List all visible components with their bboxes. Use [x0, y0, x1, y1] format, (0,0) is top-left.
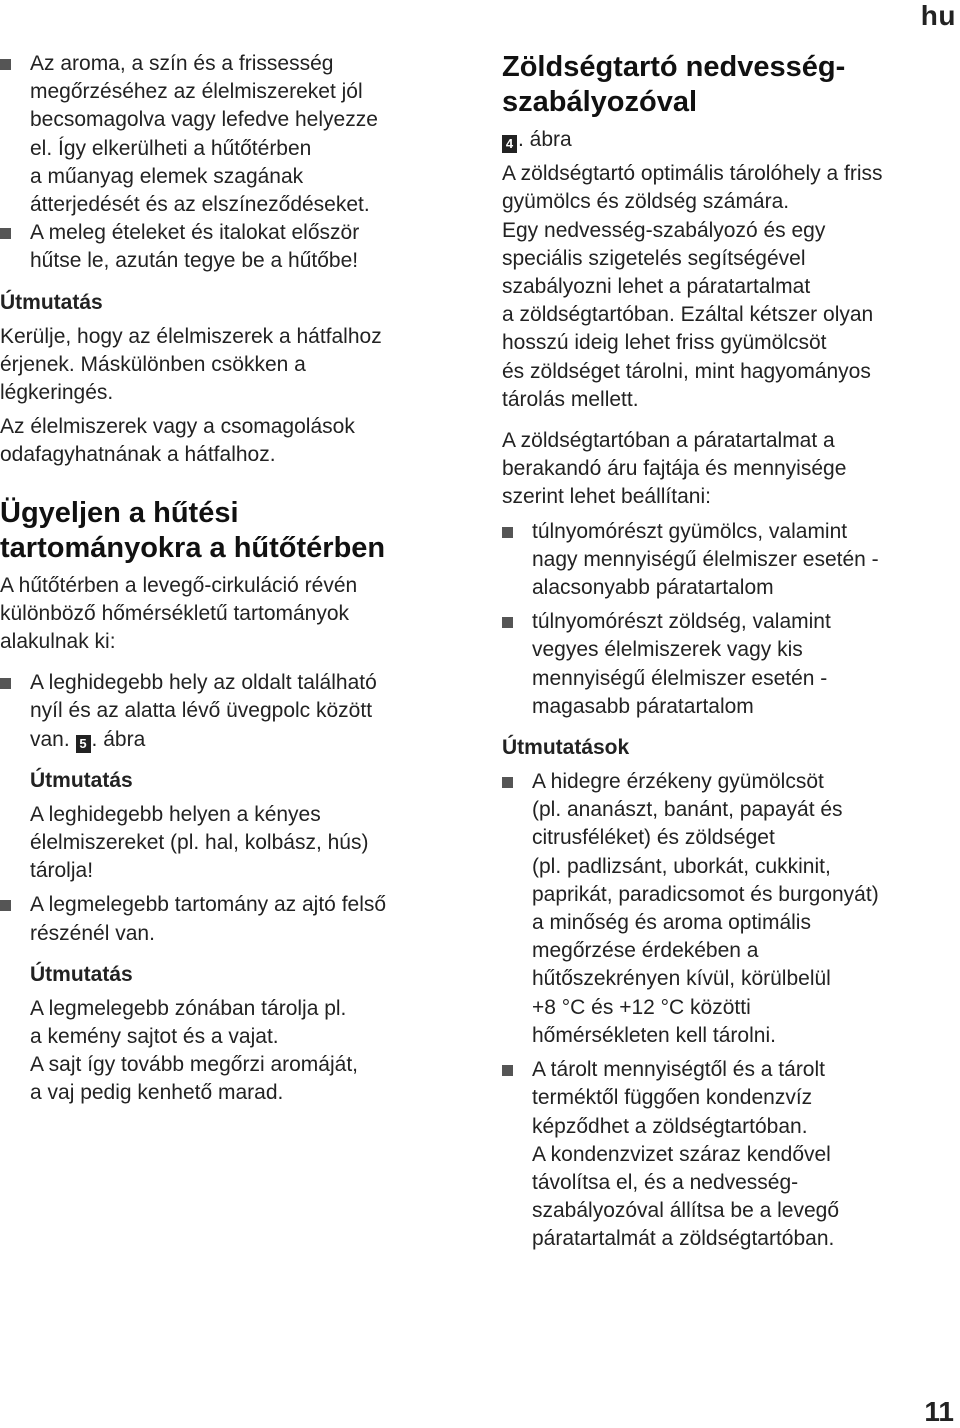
note-heading: Útmutatás: [0, 290, 103, 314]
text-line: túlnyomórészt gyümölcs, valamint: [532, 519, 848, 543]
section-intro: [0, 572, 468, 657]
figure-number-badge: 5: [76, 735, 91, 753]
heading-line: Ügyeljen a hűtési: [0, 496, 239, 529]
text-line: A legmelegebb zónában tárolja pl.: [30, 996, 347, 1020]
text-line: A legmelegebb tartomány az ajtó felső: [30, 893, 387, 917]
note-paragraph: [0, 413, 468, 469]
text-line: Egy nedvesség-szabályozó és egy: [502, 218, 826, 242]
heading-line: Zöldségtartó nedvesség-: [502, 51, 846, 83]
text-line: érjenek. Máskülönben csökken a: [0, 352, 306, 376]
section-heading: [502, 50, 960, 120]
text-line: alakulnak ki:: [0, 630, 116, 654]
text-line: A hidegre érzékeny gyümölcsöt: [532, 770, 824, 794]
text-line: és zöldséget tárolni, mint hagyományos: [502, 359, 871, 383]
text-line: Az aroma, a szín és a frissesség: [30, 52, 334, 75]
text-line: légkeringés.: [0, 381, 114, 405]
text-line: citrusféléket) és zöldséget: [532, 826, 775, 850]
text-line: mennyiségű élelmiszer esetén -: [532, 666, 828, 690]
figure-number-badge: 4: [502, 135, 517, 153]
text-line: vegyes élelmiszerek vagy kis: [532, 638, 803, 662]
bullet-coldest-place: [0, 669, 468, 754]
text-line: szerint lehet beállítani:: [502, 485, 711, 509]
text-line: hosszú ideig lehet friss gyümölcsöt: [502, 331, 827, 355]
text-line: a vaj pedig kenhető marad.: [30, 1081, 284, 1105]
heading-line: tartományokra a hűtőtérben: [0, 531, 386, 564]
text-line: A zöldségtartóban a páratartalmat a: [502, 429, 835, 453]
right-column: [502, 50, 960, 1254]
bullet-packaging: [0, 50, 468, 219]
bullet-vegetable-humidity: [502, 608, 960, 721]
note-heading: Útmutatás: [30, 768, 133, 792]
bullet-condensation: [502, 1056, 960, 1253]
bullet-warm-food: [0, 219, 468, 275]
text-line: A zöldségtartó optimális tárolóhely a friss: [502, 162, 883, 186]
text-line: nyíl és az alatta lévő üvegpolc között: [30, 699, 373, 723]
text-line: túlnyomórészt zöldség, valamint: [532, 610, 831, 634]
note-paragraph: [0, 323, 468, 408]
text-line: megőrzése érdekében a: [532, 939, 759, 963]
notes-heading: Útmutatások: [502, 736, 630, 760]
text-line: szabályozóval állítsa be a levegő: [532, 1199, 840, 1223]
text-line: (pl. padlizsánt, uborkát, cukkinit,: [532, 854, 831, 878]
indented-note: [0, 767, 468, 886]
text-line: tárolja!: [30, 859, 94, 883]
text-line: képződhet a zöldségtartóban.: [532, 1114, 808, 1138]
language-code: hu: [920, 0, 956, 31]
bullet-warmest-place: [0, 891, 468, 947]
text-line: hűtőszekrényen kívül, körülbelül: [532, 967, 831, 991]
text-line: magasabb páratartalom: [532, 694, 754, 718]
paragraph: [502, 427, 960, 512]
heading-line: szabályozóval: [502, 86, 698, 118]
text-line: A tárolt mennyiségtől és a tárolt: [532, 1058, 825, 1082]
note-heading: Útmutatás: [30, 962, 133, 986]
text-line: Az élelmiszerek vagy a csomagolások: [0, 415, 355, 439]
text-fragment: van.: [30, 727, 70, 751]
text-line: odafagyhatnának a hátfalhoz.: [0, 443, 276, 467]
text-line: átterjedését és az elszíneződéseket.: [30, 193, 370, 217]
text-line: a zöldségtartóban. Ezáltal kétszer olyan: [502, 303, 874, 327]
text-line: A leghidegebb helyen a kényes: [30, 802, 321, 826]
text-line: gyümölcs és zöldség számára.: [502, 190, 790, 214]
text-line: A hűtőtérben a levegő-cirkuláció révén: [0, 573, 358, 597]
text-line: paprikát, paradicsomot és burgonyát): [532, 882, 879, 906]
text-line: +8 °C és +12 °C közötti: [532, 995, 751, 1019]
text-line: különböző hőmérsékletű tartományok: [0, 601, 350, 625]
text-line: nagy mennyiségű élelmiszer esetén -: [532, 547, 879, 571]
bullet-fruit-humidity: [502, 518, 960, 603]
text-line: terméktől függően kondenzvíz: [532, 1086, 813, 1110]
text-line: távolítsa el, és a nedvesség-: [532, 1170, 799, 1194]
text-line: el. Így elkerülheti a hűtőtérben: [30, 136, 312, 160]
text-line: A meleg ételeket és italokat először: [30, 221, 360, 245]
indented-note: [0, 961, 468, 1108]
text-line: hőmérsékleten kell tárolni.: [532, 1023, 776, 1047]
text-line: tárolás mellett.: [502, 387, 639, 411]
page-number: 11: [924, 1396, 954, 1427]
text-line: páratartalmát a zöldségtartóban.: [532, 1227, 835, 1251]
section-heading: [0, 496, 468, 566]
text-line: (pl. ananászt, banánt, papayát és: [532, 798, 843, 822]
paragraph: [502, 160, 960, 414]
figure-reference-text: . ábra: [91, 727, 146, 751]
left-column: [0, 50, 468, 1108]
text-line: becsomagolva vagy lefedve helyezze: [30, 108, 378, 132]
text-line: A leghidegebb hely az oldalt található: [30, 671, 377, 695]
figure-reference-text: . ábra: [518, 128, 572, 151]
text-line: Kerülje, hogy az élelmiszerek a hátfalhoz: [0, 324, 382, 348]
text-line: a kemény sajtot és a vajat.: [30, 1025, 279, 1049]
text-line: élelmiszereket (pl. hal, kolbász, hús): [30, 831, 369, 855]
text-line: speciális szigetelés segítségével: [502, 246, 806, 270]
text-line: A sajt így tovább megőrzi aromáját,: [30, 1053, 358, 1077]
text-line: berakandó áru fajtája és mennyisége: [502, 457, 847, 481]
text-line: alacsonyabb páratartalom: [532, 576, 774, 600]
text-line: részénél van.: [30, 921, 155, 945]
figure-reference: [502, 126, 960, 154]
text-line: szabályozni lehet a páratartalmat: [502, 275, 811, 299]
text-line: a minőség és aroma optimális: [532, 911, 811, 935]
text-line: hűtse le, azután tegye be a hűtőbe!: [30, 249, 359, 273]
text-line: [30, 726, 468, 754]
bullet-cold-sensitive: [502, 768, 960, 1050]
text-line: A kondenzvizet száraz kendővel: [532, 1142, 831, 1166]
text-line: megőrzéséhez az élelmiszereket jól: [30, 80, 363, 104]
text-line: a műanyag elemek szagának: [30, 164, 304, 188]
